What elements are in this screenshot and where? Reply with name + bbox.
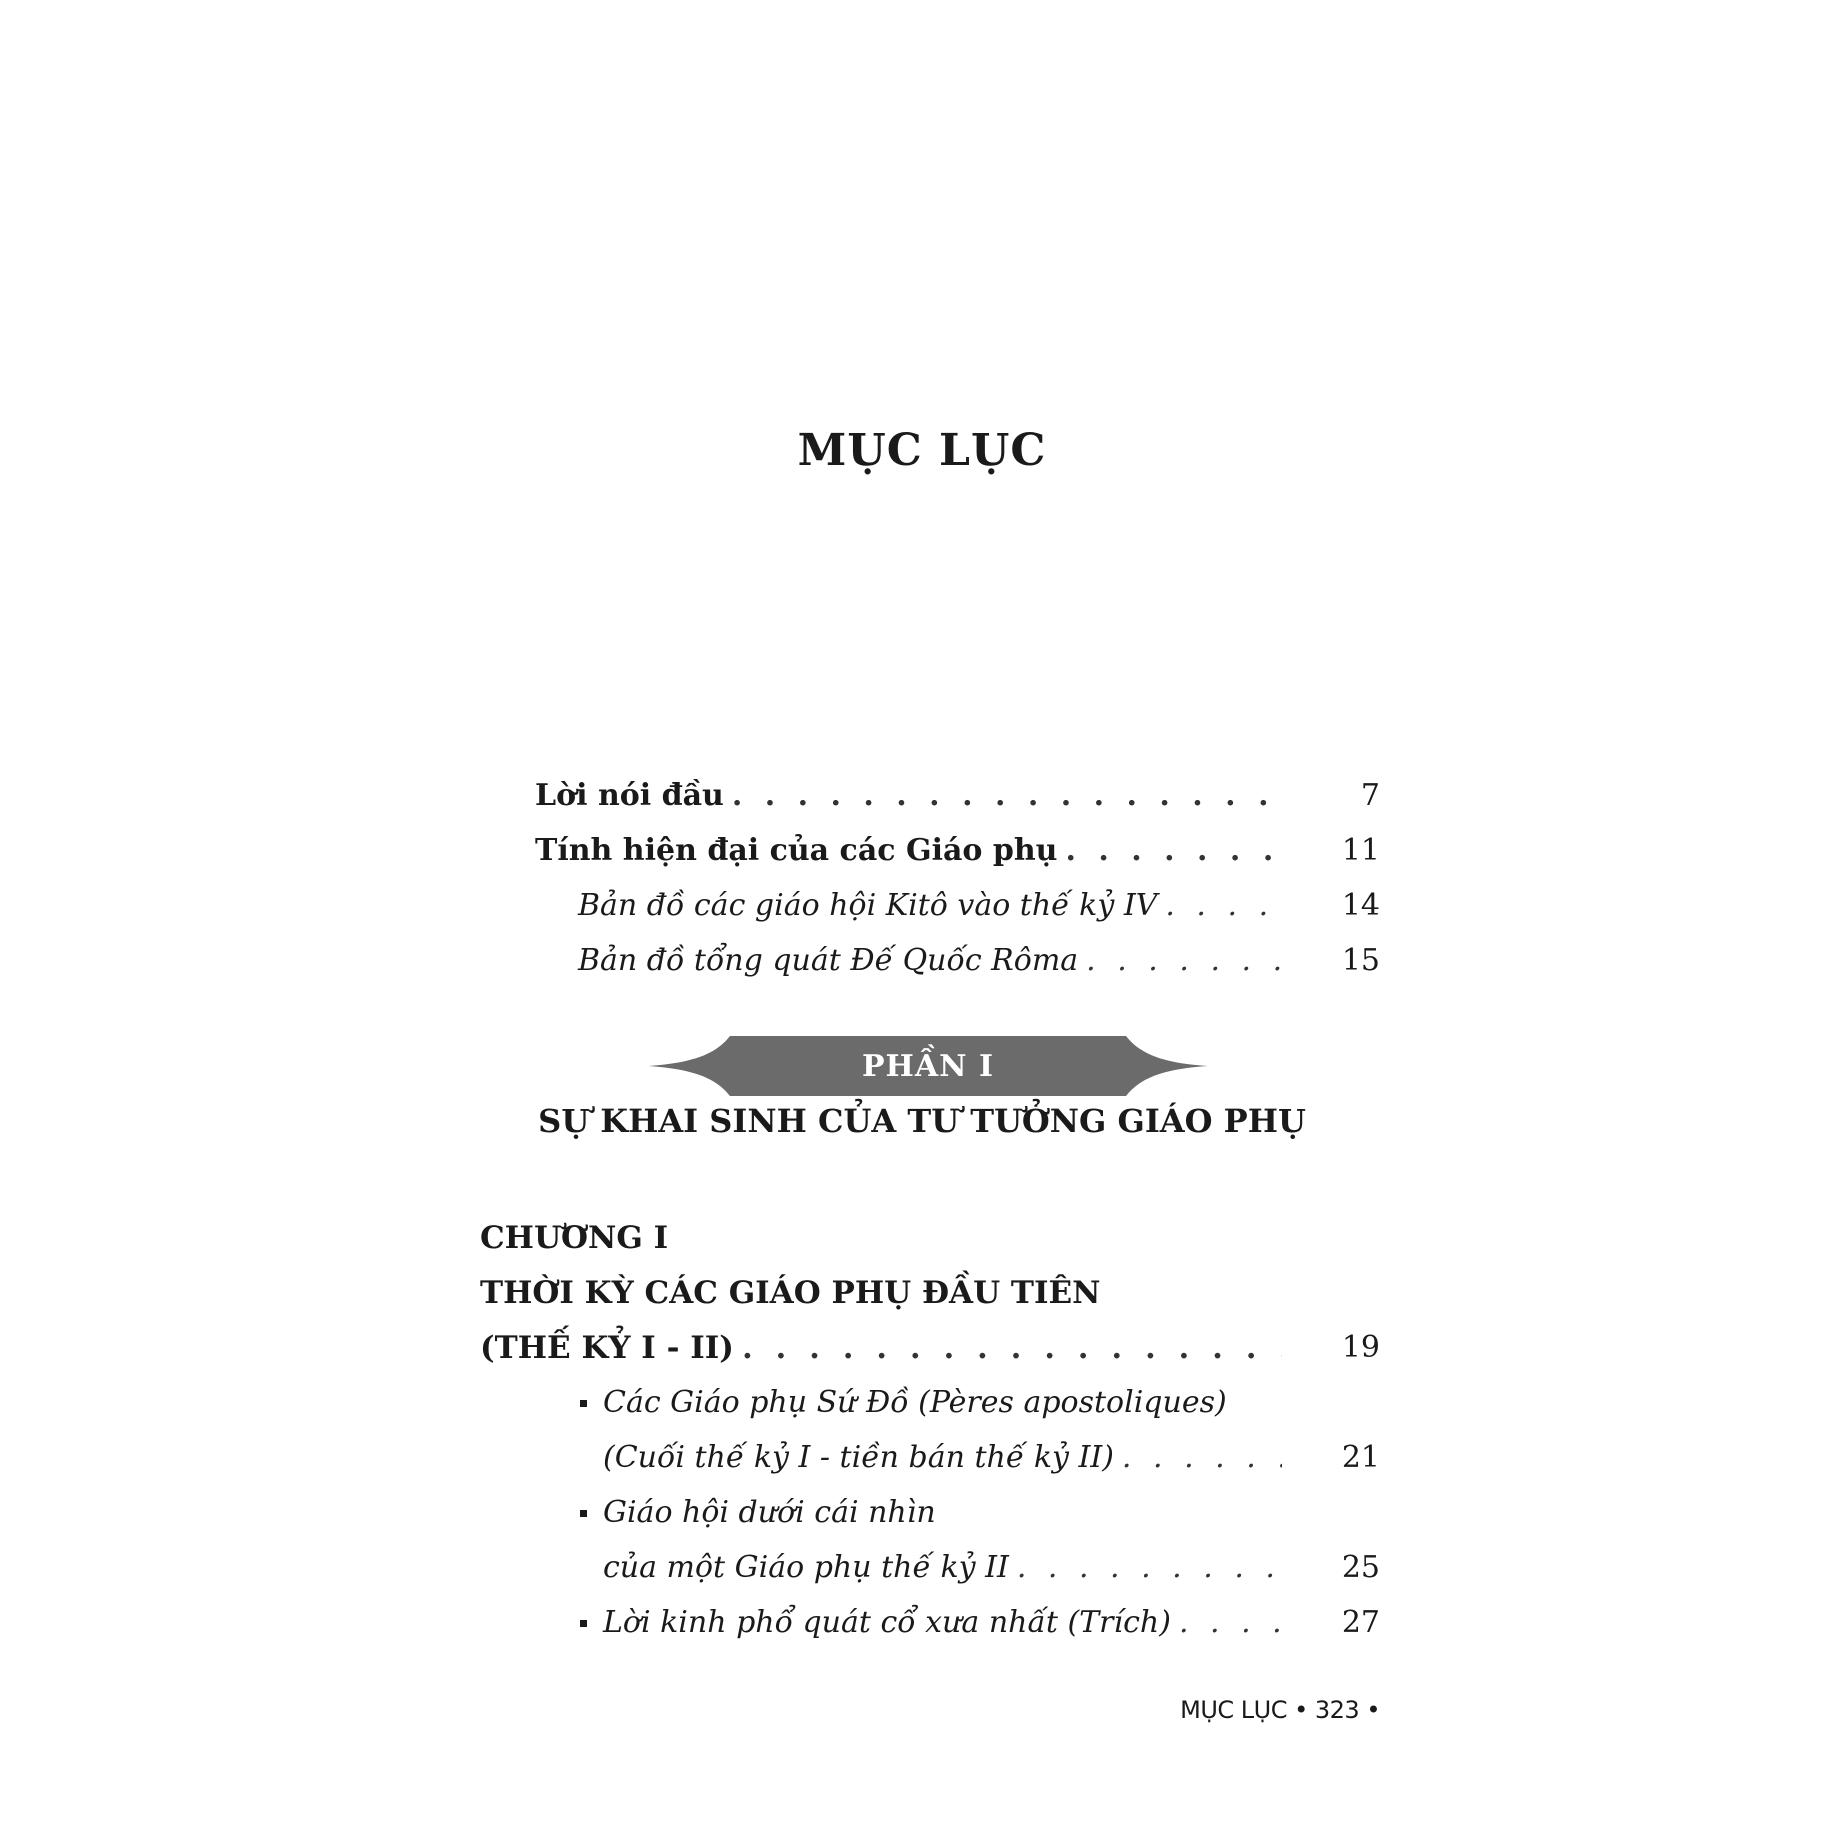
toc-entry[interactable] — [535, 773, 1290, 819]
bullet-icon — [580, 1620, 587, 1627]
sub-entry-line2: của một Giáo phụ thế kỷ II — [603, 1550, 1009, 1585]
toc-entry-page: 7 — [1360, 778, 1380, 813]
toc-entry-title: Bản đồ tổng quát Đế Quốc Rôma — [578, 943, 1079, 978]
part-label: PHẦN I — [861, 1049, 995, 1084]
sub-entry-line1[interactable]: Giáo hội dưới cái nhìn — [603, 1495, 936, 1530]
sub-entry-line2: (Cuối thế kỷ I - tiền bán thế kỷ II) — [603, 1440, 1114, 1475]
toc-entry[interactable] — [535, 828, 1290, 874]
toc-entry-page: 15 — [1341, 943, 1380, 978]
toc-entry[interactable] — [480, 1325, 1290, 1371]
chapter-title-line2: (THẾ KỶ I - II) — [480, 1330, 734, 1366]
chapter-label: CHƯƠNG I — [480, 1220, 669, 1256]
toc-entry[interactable] — [603, 1545, 1290, 1591]
toc-entry[interactable] — [603, 1600, 1290, 1646]
sub-entry-line1[interactable]: Các Giáo phụ Sứ Đồ (Pères apostoliques) — [603, 1385, 1227, 1420]
toc-entry-page: 19 — [1341, 1330, 1380, 1365]
page-footer: MỤC LỤC • 323 • — [1180, 1696, 1380, 1724]
toc-entry-title: Bản đồ các giáo hội Kitô vào thế kỷ IV — [578, 888, 1158, 923]
chapter-title-line1: THỜI KỲ CÁC GIÁO PHỤ ĐẦU TIÊN — [480, 1275, 1101, 1311]
dot-leader — [1179, 1600, 1282, 1646]
toc-entry-page: 14 — [1341, 888, 1380, 923]
toc-entry[interactable] — [578, 938, 1290, 984]
toc-entry-page: 11 — [1341, 833, 1380, 868]
bullet-icon — [580, 1510, 587, 1517]
page-title: MỤC LỤC — [797, 425, 1047, 476]
dot-leader — [1017, 1545, 1282, 1591]
toc-entry-title: Tính hiện đại của các Giáo phụ — [535, 833, 1058, 868]
toc-entry[interactable] — [578, 883, 1290, 929]
sub-entry-line1: Lời kinh phổ quát cổ xưa nhất (Trích) — [603, 1605, 1171, 1640]
toc-entry-page: 21 — [1341, 1440, 1380, 1475]
toc-entry[interactable] — [603, 1435, 1290, 1481]
dot-leader — [1065, 828, 1282, 874]
toc-entry-page: 25 — [1341, 1550, 1380, 1585]
dot-leader — [742, 1325, 1282, 1371]
part-title: SỰ KHAI SINH CỦA TƯ TƯỞNG GIÁO PHỤ — [538, 1102, 1306, 1140]
dot-leader — [1165, 883, 1282, 929]
toc-entry-title: Lời nói đầu — [535, 778, 724, 813]
toc-entry-page: 27 — [1341, 1605, 1380, 1640]
bullet-icon — [580, 1400, 587, 1407]
dot-leader — [1122, 1435, 1282, 1481]
dot-leader — [1086, 938, 1282, 984]
dot-leader — [732, 773, 1282, 819]
